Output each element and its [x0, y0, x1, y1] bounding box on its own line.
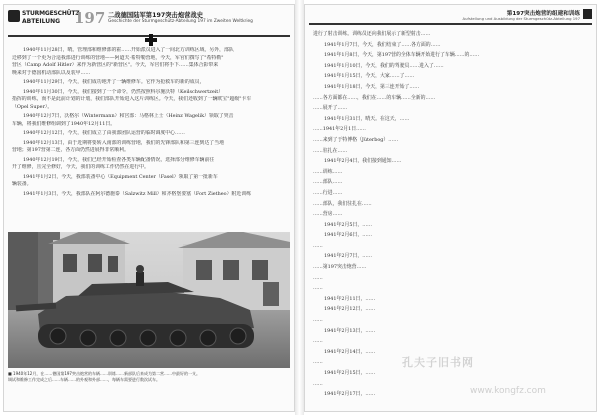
paragraph: ……	[313, 317, 323, 324]
chapter-subtitle: Aufstellung und Ausbildung der Sturmgeschütz-Abteilung 197	[462, 16, 580, 21]
paragraph: 辆装备。	[12, 181, 32, 188]
paragraph: 1940年12月13日，由于近期将要转入南部的训练营地，我们的先锋部队和第三连到达了当地	[23, 139, 224, 146]
paragraph: 1941年2月13日，……	[324, 327, 376, 334]
paragraph: 1941年2月15日，……	[324, 370, 376, 376]
paragraph: 1941年1月31日，晴天。在这天，……	[324, 115, 410, 122]
paragraph: 1940年11月29日，今天，我们成功地开了一辆维修车。它作为抢救车的新的成员，	[23, 79, 205, 86]
caption-line: 调试和维修工作完成之后……车辆……的外观和外部……，每辆车需要进行数次试车。	[8, 377, 160, 383]
paragraph: 1941年1月10日，今天，我们的驾驶员……进入了……	[324, 62, 444, 69]
logo-line-1: STURMGESCHÜTZ	[22, 10, 80, 17]
paragraph: ……	[313, 380, 323, 387]
paragraph: 1941年1月2日，今天，我部装备中心（Equipment Center（Fasel）领取了第一批新车	[23, 173, 218, 180]
photo-caption	[8, 371, 290, 384]
paragraph: ……	[313, 338, 323, 345]
paragraph: 1941年2月7日，……	[324, 253, 373, 260]
iron-cross-icon	[145, 34, 157, 46]
paragraph: 1940年11月28日，晴。管理部和维修部的霍……开始派员进入了一间北方训练区域，另外，部队	[23, 47, 234, 53]
paragraph: ……	[313, 285, 323, 292]
paragraph: ……营房……	[313, 211, 343, 218]
paragraph: 开了维修，且完全修好，今天，我们的训练工作仍然在进行中。	[12, 164, 149, 171]
paragraph: （Opel Super）。	[12, 104, 53, 111]
paragraph: 1941年1月7日，今天，我们结束了……各方面的……	[324, 41, 441, 48]
paragraph: ……驻扎在……	[313, 147, 348, 154]
paragraph: 1941年2月5日，……	[324, 221, 373, 228]
paragraph: ……行进……	[313, 189, 343, 196]
paragraph: ……	[313, 242, 323, 249]
paragraph: ……	[313, 359, 323, 366]
paragraph: 晚来对于德国机动部队以及装甲……	[12, 70, 91, 77]
paragraph: ……训练……	[313, 168, 343, 175]
paragraph: 进行了射击训练。训练员还向我们展示了新型射击……	[313, 31, 431, 37]
unit-number: 197	[74, 9, 106, 27]
right-page	[304, 4, 597, 412]
chapter-mark-icon	[583, 9, 592, 19]
paragraph: 1941年2月12日，……	[324, 306, 376, 313]
paragraph: 1941年1月3日，今天，我部队在阿尔德施泰（Salzwitz Mill）和齐格堡要塞（Fort Zietheo）附近训练	[23, 190, 252, 197]
book-title: 二战德国陆军第197突击炮营战史	[108, 12, 204, 19]
right-page-header	[309, 9, 592, 25]
watermark-url: www.kongfz.com	[470, 386, 546, 396]
paragraph: 1940年12月7日，沃格尔（Wintermann）和宫部：马格林上士（Heinz Wagelik）领取了突击	[23, 113, 234, 120]
paragraph: 1940年12月19日，今天，我们已经开始检查各类车辆配备情况，选择部分维修车辆前往	[23, 156, 215, 163]
paragraph: ……部队……	[313, 179, 343, 186]
caption-line: ■ 1940年12月，在……德国第197突击炮营的车辆……训练……新部队后来成为第二营……中最好的一支。	[8, 371, 200, 376]
watermark-text: 孔夫子旧书网	[402, 356, 474, 369]
paragraph: 车辆，将我们维修组调到了1940年12月11日。	[12, 121, 116, 128]
eagle-emblem-icon	[8, 10, 20, 22]
paragraph: 1941年2月4日，我们接到通知……	[324, 158, 402, 165]
paragraph: 营地；第197营第二连，各方面仍然进展得非常顺利。	[12, 147, 129, 154]
paragraph: 1940年12月12日，今天，我们成立了由我部团队运营的临时调度中心……	[23, 130, 185, 137]
paragraph: ……	[313, 274, 323, 281]
paragraph: 营区（Camp Adolf Hitler）来作为新营区的"新营区"。今天，军官们将手下……集体合影带来	[12, 62, 219, 69]
paragraph: ……各方面都在……，我们在……的车辆……全新的……	[313, 94, 436, 101]
chapter-title: 第197突击炮营的组建和训练	[506, 11, 580, 17]
paragraph: ……展开了……	[313, 105, 348, 112]
paragraph: 迁移到了一个更为合适我部进行训练的营地——阿道夫·希特勒营地，今天，军官们撰写了"希特勒"	[12, 54, 224, 61]
stug-assault-gun-photo	[8, 232, 290, 368]
right-body-text	[313, 29, 590, 400]
left-page-header	[8, 9, 290, 37]
paragraph: ……来到了于特博格（Jüterbog）……	[313, 136, 399, 143]
paragraph: 1941年2月14日，……	[324, 348, 376, 355]
left-body-text	[12, 47, 288, 198]
left-page	[3, 4, 295, 412]
paragraph: 1941年1月15日，今天，大家……了……	[324, 73, 415, 80]
paragraph: 1941年2月17日，……	[324, 391, 376, 398]
book-subtitle: Geschichte der Sturmgeschütz-Abteilung 197 im Zweiten Weltkrieg	[108, 19, 253, 24]
unit-logo	[8, 9, 80, 33]
paragraph: ……部队，我们驻扎在……	[313, 200, 372, 207]
paragraph: 1941年1月18日，今天，第三连开始了……	[324, 83, 420, 90]
paragraph: 指挥的训练，而不是此前计划的计划，我们部队开始进入这片训练区。今天，我们还收到了一辆欧宝"超级"卡车	[12, 96, 252, 103]
paragraph: 1941年2月11日，……	[324, 295, 376, 302]
paragraph: 1940年11月30日，今天，我们接到了一个命令，仍然按照科尔施沃特（Keilschwertzeit）	[23, 88, 224, 95]
paragraph: ……第197突击炮营……	[313, 264, 367, 271]
paragraph: 1941年2月6日，……	[324, 232, 373, 239]
logo-line-2: ABTEILUNG	[22, 18, 61, 25]
paragraph: ……1941年2月1日……	[313, 126, 366, 133]
book-spine	[295, 0, 304, 415]
paragraph: 1941年1月8日，今天，第197营的全体车辆开始进行了车辆……的……	[324, 52, 480, 59]
